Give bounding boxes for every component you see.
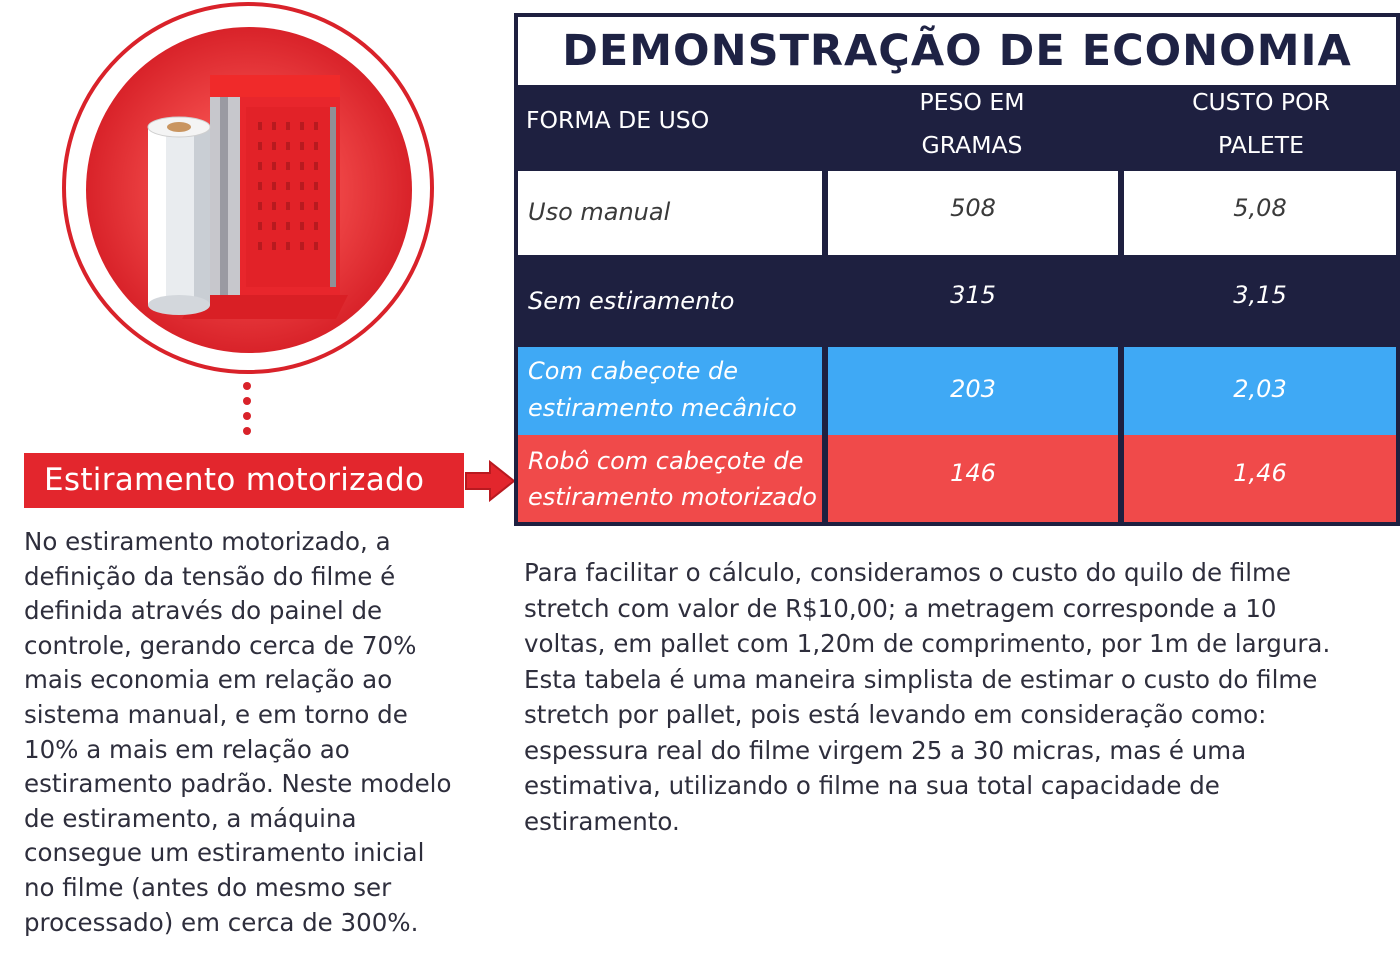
motorized-stretch-label: Estiramento motorizado [24,453,464,508]
table-row: Com cabeçote de estiramento mecânico [518,347,822,435]
table-row: Sem estiramento [518,259,822,343]
table-cell-weight: 203 [828,347,1118,435]
table-cell-cost: 2,03 [1124,347,1396,435]
table-cell-weight: 315 [828,259,1118,343]
table-row: Robô com cabeçote de estiramento motorizado [518,435,822,522]
table-cell-cost: 3,15 [1124,259,1396,343]
header-cost: CUSTO POR PALETE [1192,88,1330,159]
header-weight: PESO EM GRAMAS [919,88,1025,159]
product-image [86,27,412,353]
table-cell-weight: 146 [828,435,1118,522]
table-cell-cost: 1,46 [1124,435,1396,522]
table-cell-weight: 508 [828,171,1118,255]
arrow-right-icon [464,460,516,502]
table-row: Uso manual [518,171,822,255]
header-usage: FORMA DE USO [526,106,710,134]
table-title: DEMONSTRAÇÃO DE ECONOMIA [518,17,1396,85]
savings-table [514,13,1400,526]
table-cell-cost: 5,08 [1124,171,1396,255]
calculation-note: Para facilitar o cálculo, consideramos o custo do quilo de filme stretch com valor de R$10,00; a metragem corresponde a 10 voltas, em pallet com 1,20m de comprimento, por 1m de largura. Esta tabela é uma maneira simplista de estimar o custo do filme stretch por pallet, pois está levando em consideração como: espessura real do filme virgem 25 a 30 micras, mas é uma estimativa, utilizando o filme na sua total capacidade de estiramento. [524,558,1331,836]
connector-dots [243,382,253,442]
motorized-description: No estiramento motorizado, a definição da tensão do filme é definida através do painel de controle, gerando cerca de 70% mais economia em relação ao sistema manual, e em torno de 10% a mais em relação ao estiramento padrão. Neste modelo de estiramento, a máquina consegue um estiramento inicial no filme (antes do mesmo ser processado) em cerca de 300%. [24,527,452,937]
